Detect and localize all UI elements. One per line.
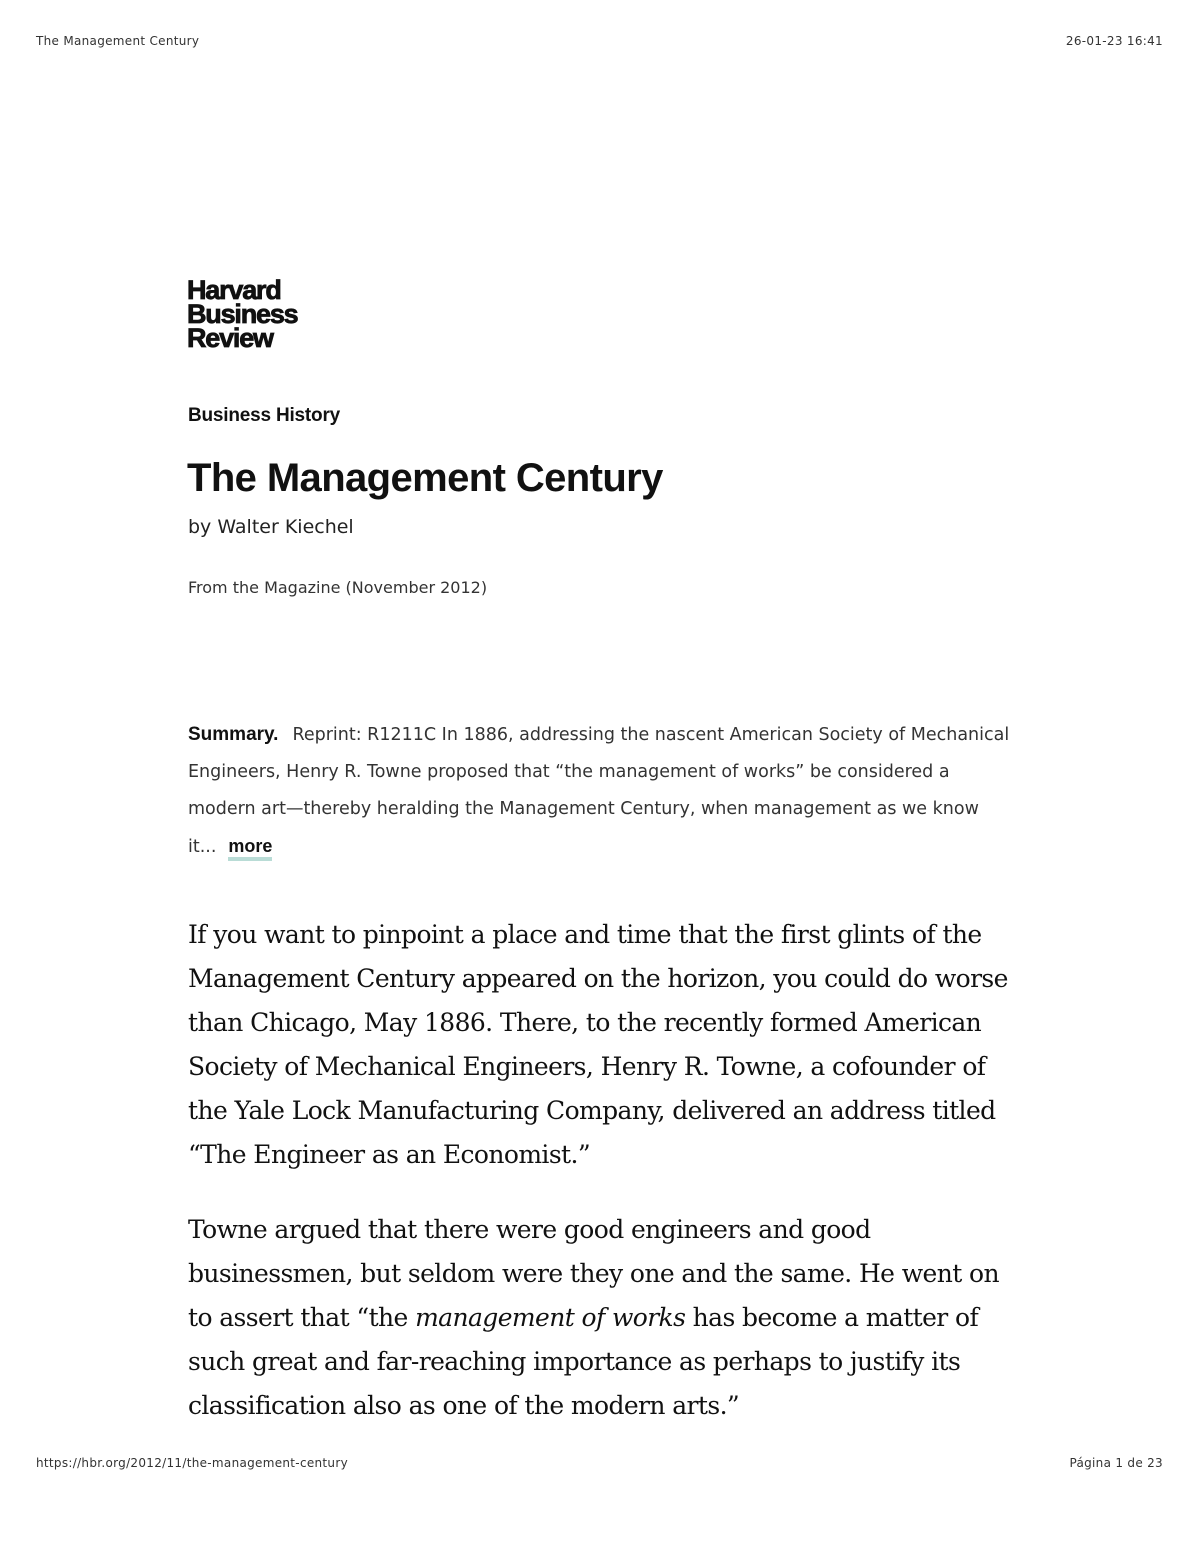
print-header-title: The Management Century	[36, 34, 200, 48]
print-footer-page-number: Página 1 de 23	[1069, 1456, 1163, 1470]
para2-text-after: has become a matter of such great and far-reaching importance as perhaps to justify its classification also as one of the modern arts.”	[188, 1303, 979, 1420]
article-summary	[188, 716, 1018, 866]
summary-more-link[interactable]: more	[228, 836, 272, 861]
print-header-datetime: 26-01-23 16:41	[1065, 34, 1163, 48]
hbr-logo[interactable]	[187, 275, 298, 353]
logo-line-review: Review	[187, 323, 273, 353]
article-title: The Management Century	[187, 456, 663, 500]
logo-line-business: Business	[187, 299, 298, 329]
section-label[interactable]: Business History	[188, 405, 341, 426]
summary-label: Summary.	[188, 724, 279, 745]
para2-text-before: Towne argued that there were good engineers and good businessmen, but seldom were they one and the same. He went on to assert that “the	[188, 1215, 999, 1332]
summary-text: Reprint: R1211C In 1886, addressing the nascent American Society of Mechanical Engineers, Henry R. Towne proposed that “the management of works” be considered a modern art—thereby heralding the Management Century, when management as we know it...	[188, 725, 1010, 857]
publication-info: From the Magazine (November 2012)	[188, 578, 488, 597]
body-paragraph-2	[188, 1208, 1028, 1428]
logo-line-harvard: Harvard	[187, 275, 281, 305]
body-paragraph-1: If you want to pinpoint a place and time that the first glints of the Management Century appeared on the horizon, you could do worse than Chicago, May 1886. There, to the recently formed American Society of Mechanical Engineers, Henry R. Towne, a cofounder of the Yale Lock Manufacturing Company, delivered an address titled “The Engineer as an Economist.”	[188, 920, 1008, 1169]
print-footer-url: https://hbr.org/2012/11/the-management-century	[36, 1456, 348, 1470]
para2-emphasis: management of works	[415, 1303, 686, 1332]
article-byline: by Walter Kiechel	[188, 516, 354, 538]
